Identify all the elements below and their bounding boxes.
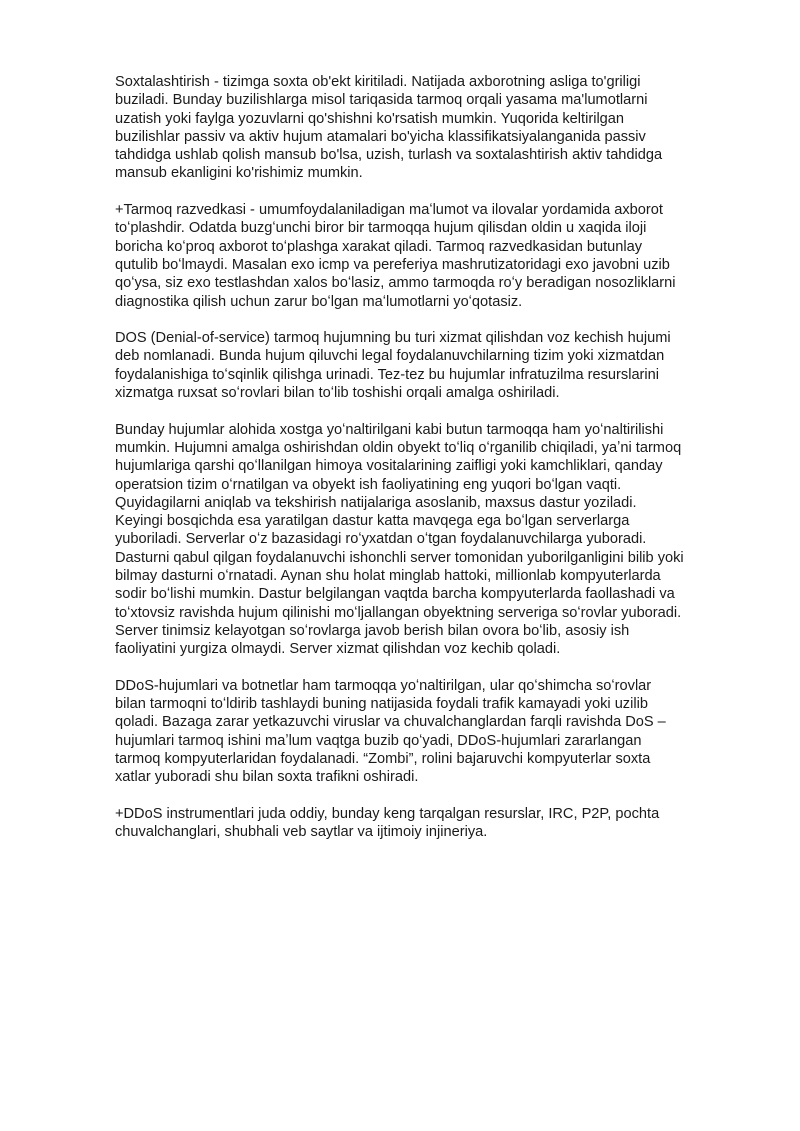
text-line: buziladi. Bunday buzilishlarga misol tariqasida tarmoq orqali yasama ma'lumotlarni: [115, 92, 648, 109]
text-line: +Tarmoq razvedkasi - umumfoydalaniladigan maʻlumot va ilovalar yordamida axborot: [115, 202, 663, 219]
text-line: bilan tarmoqni toʻldirib tashlaydi buning natijasida foydali trafik kamayadi yoki uzilib: [115, 696, 648, 713]
paragraph-network-reconnaissance: [115, 201, 755, 311]
text-line: qutulib boʻlmaydi. Masalan exo icmp va pereferiya mashrutizatoridagi exo javobni uzib: [115, 256, 670, 273]
text-line: DDoS-hujumlari va botnetlar ham tarmoqqa yoʻnaltirilgan, ular qoʻshimcha soʻrovlar: [115, 677, 652, 694]
text-line: chuvalchanglari, shubhali veb saytlar va ijtimoiy injineriya.: [115, 824, 488, 841]
text-line: foydalanishiga toʻsqinlik qilishga urinadi. Tez-tez bu hujumlar infratuzilma resurslarini: [115, 366, 660, 383]
text-line: toʻplashdir. Odatda buzgʻunchi biror bir tarmoqqa hujum qilisdan oldin u xaqida iloji: [115, 220, 647, 237]
text-line: mumkin. Hujumni amalga oshirishdan oldin obyekt toʻliq oʻrganilib chiqiladi, yaʼni tarmoq: [115, 439, 682, 456]
text-line: bilmay dasturni oʻrnatadi. Aynan shu holat minglab hattoki, millionlab kompyuterlarda: [115, 568, 661, 585]
text-line: tahdidga ushlab qolish mansub bo'lsa, uzish, turlash va soxtalashtirish aktiv tahdidga: [115, 147, 663, 164]
text-line: DOS (Denial-of-service) tarmoq hujumning bu turi xizmat qilishdan voz kechish hujumi: [115, 330, 671, 347]
text-line: xatlar yuboradi shu bilan soxta trafikni oshiradi.: [115, 769, 419, 786]
document-body: [115, 73, 755, 860]
text-line: yuboriladi. Serverlar oʻz bazasidagi roʻyxatdan oʻtgan foydalanuvchilarga yuboradi.: [115, 531, 647, 548]
text-line: boricha koʻproq axborot toʻplashga xarakat qiladi. Tarmoq razvedkasidan butunlay: [115, 238, 643, 255]
text-line: xizmatga ruxsat soʻrovlari bilan toʻlib toshishi orqali amalga oshiriladi.: [115, 385, 560, 402]
text-line: mansub ekanligini ko'rishimiz mumkin.: [115, 165, 363, 182]
text-line: Server tinimsiz kelayotgan soʻrovlarga javob berish bilan ovora boʻlib, asosiy ish: [115, 622, 630, 639]
text-line: Keyingi bosqichda esa yaratilgan dastur katta mavqega ega boʻlgan serverlarga: [115, 513, 630, 530]
text-line: toʻxtovsiz ravishda hujum qilinishi moʻljallangan obyektning serveriga soʻrovlar yuboradi.: [115, 604, 682, 621]
paragraph-ddos-instruments: [115, 805, 755, 842]
text-line: Quyidagilarni aniqlab va tekshirish natijalariga asoslanib, maxsus dastur yoziladi.: [115, 494, 637, 511]
text-line: Dasturni qabul qilgan foydalanuvchi ishonchli server tomonidan yuborilganligini bilib yoki: [115, 549, 684, 566]
text-line: operatsion tizim oʻrnatilgan va obyekt ish faoliyatining eng yuqori boʻlgan vaqti.: [115, 476, 622, 493]
text-line: uzatish yoki faylga yozuvlarni qo'shishni ko'rsatish mumkin. Yuqorida keltirilgan: [115, 110, 625, 127]
text-line: Soxtalashtirish - tizimga soxta ob'ekt kiritiladi. Natijada axborotning asliga to'griligi: [115, 74, 641, 90]
text-line: tarmoq kompyuterlaridan foydalanadi. “Zombi”, rolini bajaruvchi kompyuterlar soxta: [115, 750, 651, 767]
paragraph-falsification: [115, 73, 755, 183]
paragraph-ddos-botnets: [115, 677, 755, 787]
text-line: qoladi. Bazaga zarar yetkazuvchi viruslar va chuvalchanglardan farqli ravishda DoS –: [115, 714, 666, 731]
paragraph-attack-process: [115, 421, 755, 659]
text-line: faoliyatini yurgiza olmaydi. Server xizmat qilishdan voz kechib qoladi.: [115, 641, 561, 658]
text-line: buzilishlar passiv va aktiv hujum atamalari bo'yicha klassifikatsiyalanganida passiv: [115, 128, 646, 145]
text-line: qoʻysa, siz exo testlashdan xalos boʻlasiz, ammo tarmoqda roʻy beradigan nosozliklarni: [115, 275, 676, 292]
text-line: hujumlariga qarshi qoʻllanilgan himoya vositalarining zaifligi yoki kamchliklari, qanday: [115, 458, 663, 475]
text-line: deb nomlanadi. Bunda hujum qiluvchi legal foydalanuvchilarning tizim yoki xizmatdan: [115, 348, 665, 365]
text-line: hujumlari tarmoq ishini maʼlum vaqtga buzib qoʻyadi, DDoS-hujumlari zararlangan: [115, 732, 642, 749]
text-line: +DDoS instrumentlari juda oddiy, bunday keng tarqalgan resurslar, IRC, P2P, pochta: [115, 805, 660, 822]
paragraph-dos: [115, 329, 755, 402]
text-line: sodir boʻlishi mumkin. Dastur belgilangan vaqtda barcha kompyuterlarda faollashadi va: [115, 586, 675, 603]
text-line: diagnostika qilish uchun zarur boʻlgan maʻlumotlarni yoʻqotasiz.: [115, 293, 523, 310]
text-line: Bunday hujumlar alohida xostga yoʻnaltirilgani kabi butun tarmoqqa ham yoʻnaltirilishi: [115, 421, 664, 438]
